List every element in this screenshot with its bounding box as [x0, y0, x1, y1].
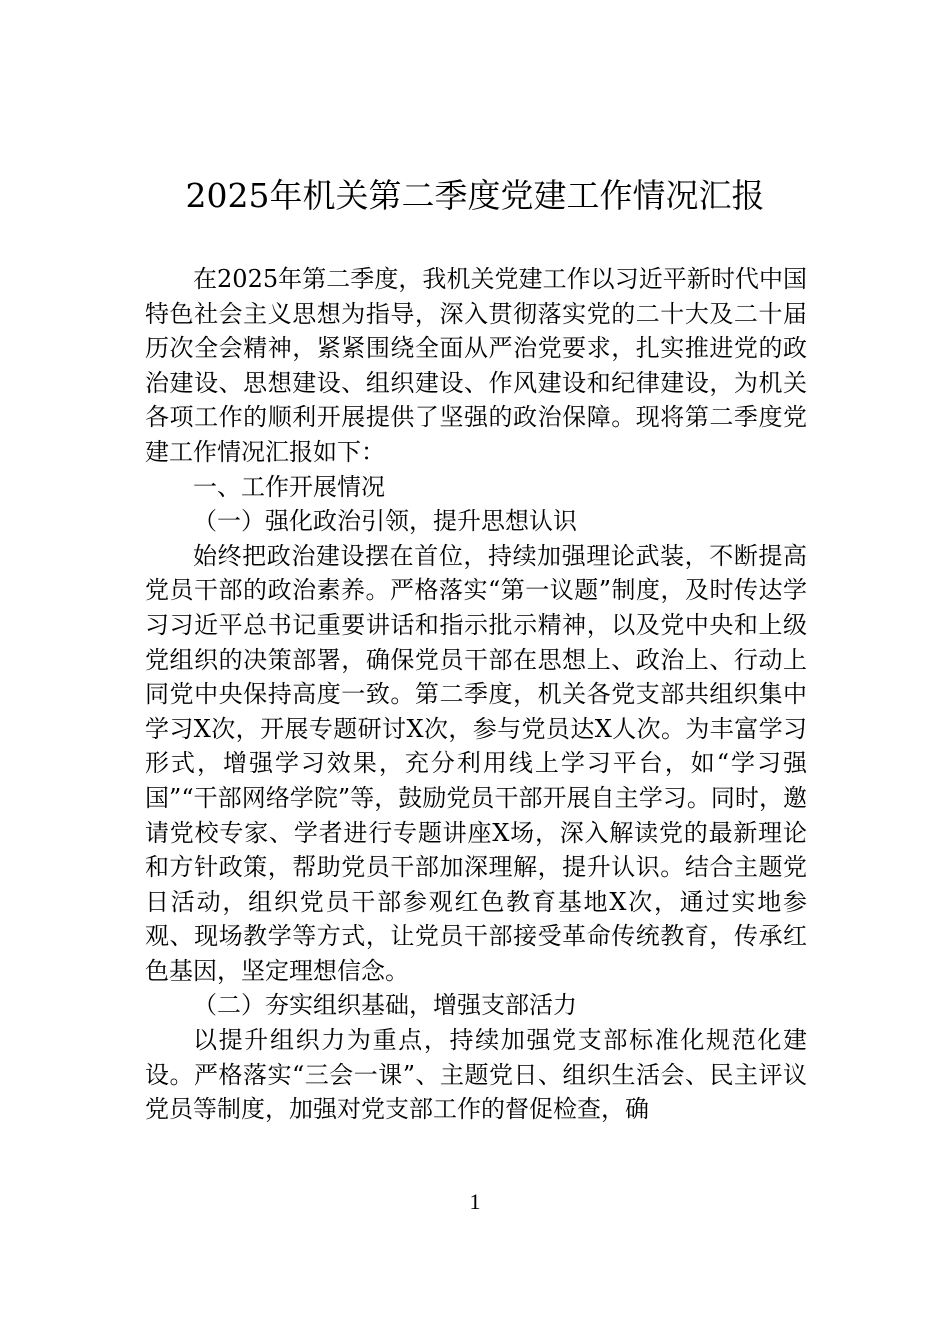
- intro-paragraph: 在2025年第二季度，我机关党建工作以习近平新时代中国特色社会主义思想为指导，深入贯彻落实党的二十大及二十届历次全会精神，紧紧围绕全面从严治党要求，扎实推进党的政治建设、思想建设、组织建设、作风建设和纪律建设，为机关各项工作的顺利开展提供了坚强的政治保障。现将第二季度党建工作情况汇报如下：: [145, 265, 807, 466]
- document-body: [145, 262, 807, 1127]
- document-title: 2025年机关第二季度党建工作情况汇报: [185, 176, 765, 215]
- subsection-paragraph-political-guidance: 始终把政治建设摆在首位，持续加强理论武装，不断提高党员干部的政治素养。严格落实“第一议题”制度，及时传达学习习近平总书记重要讲话和指示批示精神，以及党中央和上级党组织的决策部署，确保党员干部在思想上、政治上、行动上同党中央保持高度一致。第二季度，机关各党支部共组织集中学习X次，开展专题研讨X次，参与党员达X人次。为丰富学习形式，增强学习效果，充分利用线上学习平台，如“学习强国”“干部网络学院”等，鼓励党员干部开展自主学习。同时，邀请党校专家、学者进行专题讲座X场，深入解读党的最新理论和方针政策，帮助党员干部加深理解，提升认识。结合主题党日活动，组织党员干部参观红色教育基地X次，通过实地参观、现场教学等方式，让党员干部接受革命传统教育，传承红色基因，坚定理想信念。: [145, 541, 807, 985]
- page-number: 1: [469, 1189, 481, 1214]
- section-heading-work-progress: 一、工作开展情况: [193, 472, 385, 501]
- subsection-paragraph-organization-foundation: 以提升组织力为重点，持续加强党支部标准化规范化建设。严格落实“三会一课”、主题党日、组织生活会、民主评议党员等制度，加强对党支部工作的督促检查，确: [145, 1026, 807, 1124]
- subsection-heading-political-guidance: （一）强化政治引领，提升思想认识: [193, 507, 577, 536]
- subsection-heading-organization-foundation: （二）夯实组织基础，增强支部活力: [193, 991, 577, 1020]
